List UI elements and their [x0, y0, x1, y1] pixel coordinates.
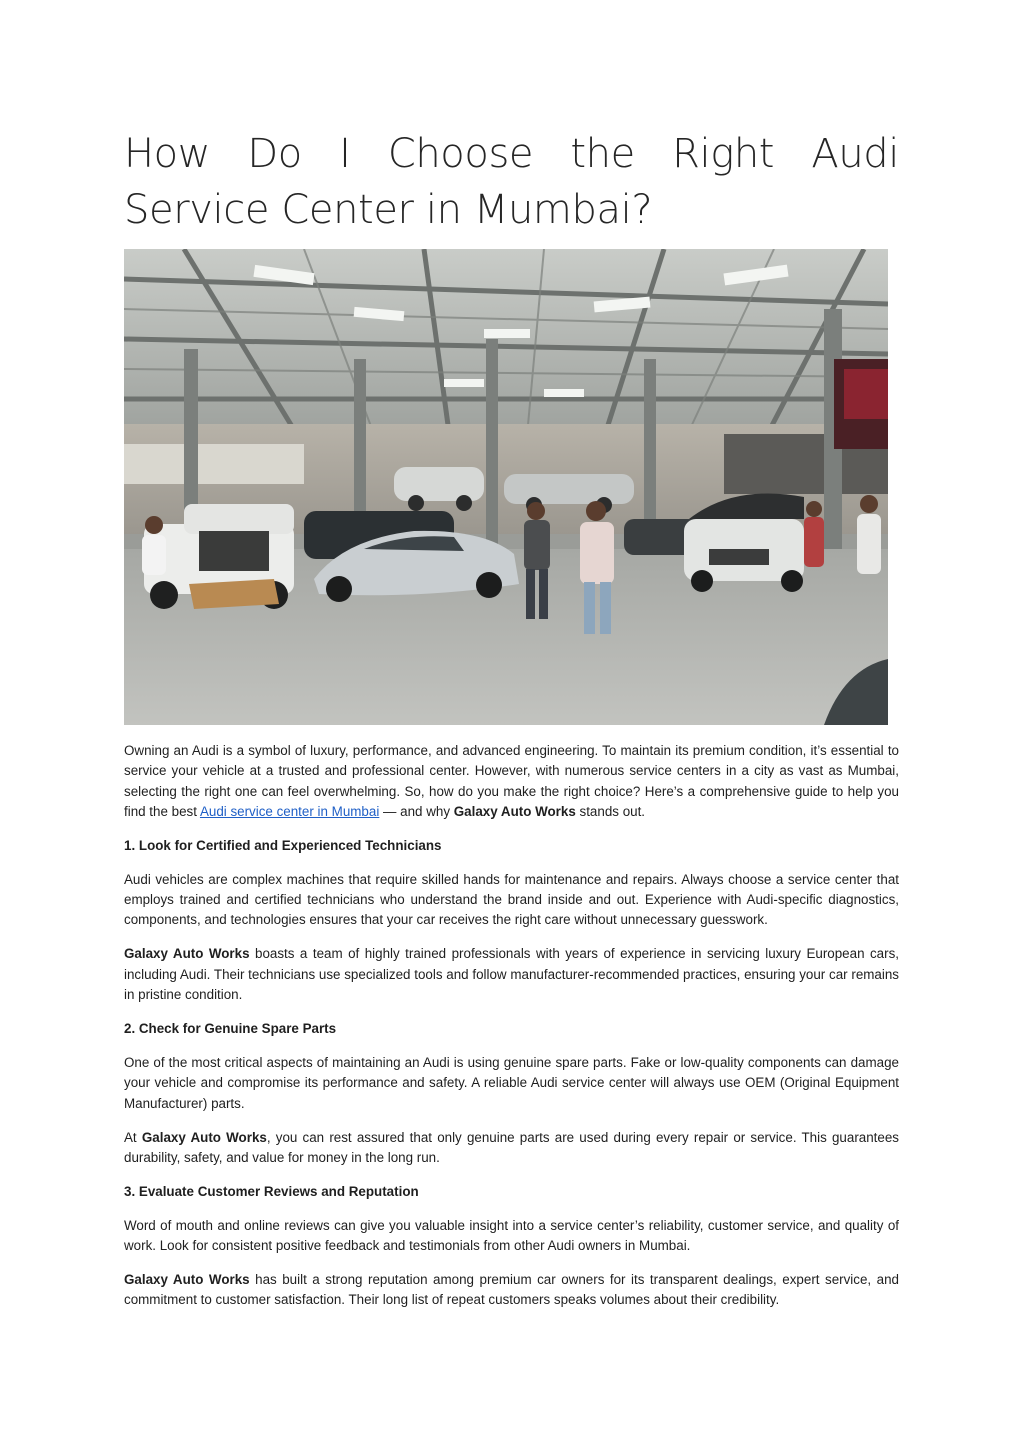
hero-image: [124, 249, 888, 725]
brand-name: Galaxy Auto Works: [141, 1129, 267, 1145]
brand-prefix: At: [124, 1129, 142, 1145]
section-brand-paragraph: [124, 944, 899, 1005]
brand-text: boasts a team of highly trained professionals with years of experience in servicing luxury European cars, including Audi. Their technicians use specialized tools and follow manufacturer-recommended practices, ensuring your car remains in pristine condition.: [124, 946, 899, 1003]
intro-text-after-link: — and why: [379, 803, 454, 819]
article-body: [124, 741, 899, 1324]
section-brand-paragraph: [124, 1128, 899, 1169]
audi-service-center-link[interactable]: Audi service center in Mumbai: [199, 803, 380, 819]
section-paragraph: One of the most critical aspects of maintaining an Audi is using genuine spare parts. Fake or low-quality components can damage your vehicle and compromise its performance and safety. A reliable Audi service center will always use OEM (Original Equipment Manufacturer) parts.: [124, 1055, 899, 1111]
intro-text: Owning an Audi is a symbol of luxury, performance, and advanced engineering. To maintain its premium condition, it’s essential to service your vehicle at a trusted and professional center. However, with numerous service centers in a city as vast as Mumbai, selecting the right one can feel overwhelming. So, how do you make the right choice? Here’s a comprehensive guide to help you find the best: [124, 743, 899, 819]
section-heading: 3. Evaluate Customer Reviews and Reputation: [124, 1183, 419, 1199]
section-paragraph: Audi vehicles are complex machines that require skilled hands for maintenance and repairs. Always choose a service center that employs trained and certified technicians who understand the brand inside and out. Experience with Audi-specific diagnostics, components, and technologies ensures that your car receives the right care without unnecessary guesswork.: [124, 871, 899, 928]
section-paragraph: Word of mouth and online reviews can give you valuable insight into a service center’s reliability, customer service, and quality of work. Look for consistent positive feedback and testimonials from other Audi owners in Mumbai.: [124, 1217, 899, 1254]
section-brand-paragraph: [124, 1270, 899, 1311]
brand-name: Galaxy Auto Works: [124, 946, 250, 962]
brand-name: Galaxy Auto Works: [124, 1272, 250, 1288]
intro-text-end: stands out.: [575, 803, 646, 819]
section-heading: 2. Check for Genuine Spare Parts: [124, 1021, 337, 1037]
intro-paragraph: [124, 741, 899, 822]
brand-text: has built a strong reputation among premium car owners for its transparent dealings, expert service, and commitment to customer satisfaction. Their long list of repeat customers speaks volumes about their credibility.: [124, 1272, 899, 1308]
brand-text: , you can rest assured that only genuine parts are used during every repair or service. This guarantees durability, safety, and value for money in the long run.: [124, 1129, 899, 1165]
section-heading: 1. Look for Certified and Experienced Technicians: [124, 837, 442, 853]
brand-name: Galaxy Auto Works: [453, 803, 576, 819]
page-title: How Do I Choose the Right Audi Service Center in Mumbai?: [124, 131, 899, 233]
